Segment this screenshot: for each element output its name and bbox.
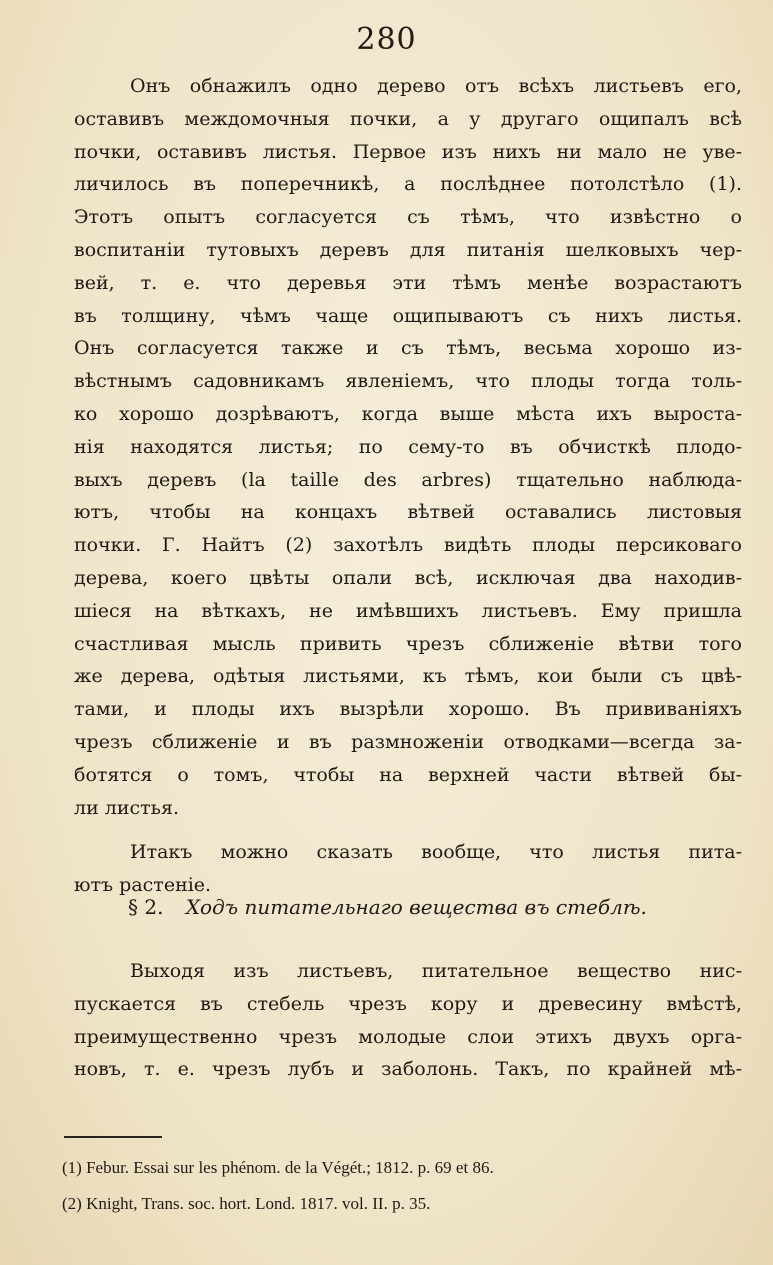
text-line: личилось въ поперечникѣ, а послѣднее потолстѣло (1). [74, 173, 742, 196]
main-text [74, 70, 742, 902]
page-number: 280 [356, 22, 417, 57]
text-line: ботятся о томъ, чтобы на верхней части вѣтвей бы- [74, 763, 742, 786]
text-line: ютъ растеніе. [74, 874, 212, 897]
section-number: § 2. [128, 895, 164, 919]
footnote-divider [64, 1136, 162, 1138]
text-line: нія находятся листья; по сему-то въ обчисткѣ плодо- [74, 435, 742, 458]
text-line: Онъ обнажилъ одно дерево отъ всѣхъ листьевъ его, [130, 75, 742, 97]
text-line: почки, оставивъ листья. Первое изъ нихъ ни мало не уве- [74, 140, 742, 163]
paragraph-2 [74, 836, 742, 902]
section-heading [128, 895, 748, 919]
text-line: въ толщину, чѣмъ чаще ощипываютъ съ нихъ листья. [74, 304, 742, 327]
text-line: же дерева, одѣтыя листьями, къ тѣмъ, кои были съ цвѣ- [74, 665, 742, 688]
text-line: шіеся на вѣткахъ, не имѣвшихъ листьевъ. Ему пришла [74, 599, 742, 622]
text-line: счастливая мысль привить чрезъ сближеніе вѣтви того [74, 632, 742, 655]
footnote-2: (2) Knight, Trans. soc. hort. Lond. 1817. vol. II. p. 35. [62, 1194, 431, 1213]
text-line: вей, т. е. что деревья эти тѣмъ менѣе возрастаютъ [74, 271, 742, 294]
text-line: пускается въ стебель чрезъ кору и древесину вмѣстѣ, [74, 992, 742, 1015]
text-line: ли листья. [74, 796, 180, 819]
paragraph-1 [74, 70, 742, 824]
text-line: оставивъ междомочныя почки, а у другаго ощипалъ всѣ [74, 107, 742, 130]
text-line: Итакъ можно сказать вообще, что листья пита- [130, 841, 742, 864]
text-line: ко хорошо дозрѣваютъ, когда выше мѣста ихъ выроста- [74, 402, 742, 425]
text-line: преимущественно чрезъ молодые слои этихъ двухъ орга- [74, 1025, 742, 1048]
footnotes [62, 1150, 752, 1222]
text-line: почки. Г. Найтъ (2) захотѣлъ видѣть плоды персиковаго [74, 534, 742, 557]
text-line: выхъ деревъ (la taille des arbres) тщательно наблюда- [74, 468, 742, 491]
text-line: новъ, т. е. чрезъ лубъ и заболонь. Такъ, по крайней мѣ- [74, 1058, 742, 1081]
text-line: Выходя изъ листьевъ, питательное вещество нис- [130, 960, 742, 982]
section-title: Ходъ питательнаго вещества въ стеблѣ. [185, 895, 647, 919]
text-line: тами, и плоды ихъ вызрѣли хорошо. Въ прививаніяхъ [74, 698, 742, 721]
paragraph-3 [74, 955, 742, 1086]
text-line: Онъ согласуется также и съ тѣмъ, весьма хорошо из- [74, 337, 742, 360]
footnote-1: (1) Febur. Essai sur les phénom. de la Végét.; 1812. p. 69 et 86. [62, 1158, 494, 1177]
text-line: вѣстнымъ садовникамъ явленіемъ, что плоды тогда толь- [74, 370, 742, 393]
text-line: ютъ, чтобы на концахъ вѣтвей оставались листовыя [74, 501, 742, 524]
text-line: воспитаніи тутовыхъ деревъ для питанія шелковыхъ чер- [74, 238, 742, 261]
text-line: Этотъ опытъ согласуется съ тѣмъ, что извѣстно о [74, 206, 742, 229]
text-line: дерева, коего цвѣты опали всѣ, исключая два находив- [74, 566, 742, 589]
text-line: чрезъ сближеніе и въ размноженіи отводками—всегда за- [74, 730, 742, 753]
